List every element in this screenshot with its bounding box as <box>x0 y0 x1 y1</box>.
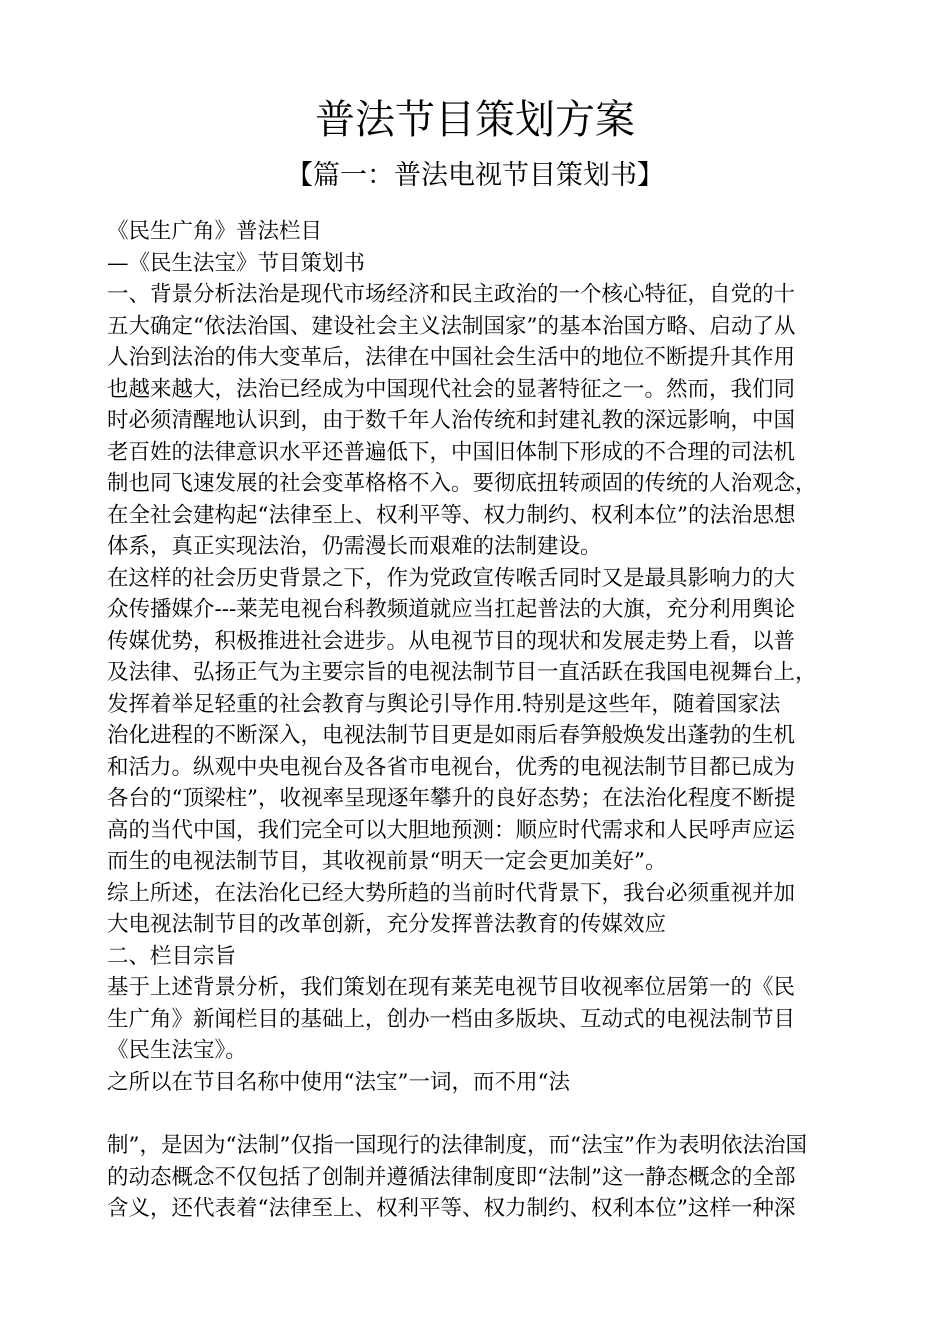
body-text <box>107 216 867 1225</box>
page-title: 普法节目策划方案 <box>315 97 635 143</box>
text-line: 传媒优势，积极推进社会进步。从电视节目的现状和发展走势上看，以普 <box>107 628 796 654</box>
text-line: 之所以在节目名称中使用“法宝”一词，而不用“法 <box>107 1069 570 1095</box>
text-line: 在这样的社会历史背景之下，作为党政宣传喉舌同时又是最具影响力的大 <box>107 565 796 591</box>
section-heading: 【篇一：普法电视节目策划书】 <box>286 160 664 191</box>
text-line: 及法律、弘扬正气为主要宗旨的电视法制节目一直活跃在我国电视舞台上， <box>107 660 817 685</box>
text-line: 《民生法宝》。 <box>107 1038 247 1063</box>
text-line: 老百姓的法律意识水平还普遍低下，中国旧体制下形成的不合理的司法机 <box>107 439 796 465</box>
text-line: 治化进程的不断深入，电视法制节目更是如雨后春笋般焕发出蓬勃的生机 <box>107 723 796 748</box>
text-line: 综上所述，在法治化已经大势所趋的当前时代背景下，我台必须重视并加 <box>107 880 796 906</box>
text-line: 制”，是因为“法制”仅指一国现行的法律制度，而“法宝”作为表明依法治国 <box>107 1133 807 1158</box>
text-line: 众传播媒介---莱芜电视台科教频道就应当扛起普法的大旗，充分利用舆论 <box>107 597 796 622</box>
text-line: 五大确定“依法治国、建设社会主义法制国家”的基本治国方略、启动了从 <box>107 313 796 339</box>
text-line: 发挥着举足轻重的社会教育与舆论引导作用.特别是这些年，随着国家法 <box>107 691 781 717</box>
text-line: 体系，真正实现法治，仍需漫长而艰难的法制建设。 <box>107 534 602 559</box>
text-line: 也越来越大，法治已经成为中国现代社会的显著特征之一。然而，我们同 <box>107 376 796 402</box>
text-line: 时必须清醒地认识到，由于数千年人治传统和封建礼教的深远影响，中国 <box>107 408 796 433</box>
text-line: 的动态概念不仅包括了创制并遵循法律制度即“法制”这一静态概念的全部 <box>107 1164 796 1190</box>
paragraph-gap <box>107 1098 867 1130</box>
text-line: —《民生法宝》节目策划书 <box>107 250 366 276</box>
text-line: 而生的电视法制节目，其收视前景“明天一定会更加美好”。 <box>107 849 667 874</box>
text-line: 生广角》新闻栏目的基础上，创办一档由多版块、互动式的电视法制节目 <box>107 1006 796 1032</box>
text-line: 大电视法制节目的改革创新，充分发挥普法教育的传媒效应 <box>107 912 667 937</box>
text-line: 含义，还代表着“法律至上、权利平等、权力制约、权利本位”这样一种深 <box>107 1196 796 1221</box>
text-line: 在全社会建构起“法律至上、权利平等、权力制约、权利本位”的法治思想 <box>107 502 796 528</box>
text-line: 《民生广角》普法栏目 <box>107 219 323 244</box>
text-line: 制也同飞速发展的社会变革格格不入。要彻底扭转顽固的传统的人治观念， <box>107 471 817 496</box>
text-line: 高的当代中国，我们完全可以大胆地预测：顺应时代需求和人民呼声应运 <box>107 817 796 843</box>
text-line: 一、背景分析法治是现代市场经济和民主政治的一个核心特征，自党的十 <box>107 282 796 307</box>
text-line: 各台的“顶梁柱”，收视率呈现逐年攀升的良好态势；在法治化程度不断提 <box>107 786 796 811</box>
text-line: 人治到法治的伟大变革后，法律在中国社会生活中的地位不断提升其作用 <box>107 345 796 370</box>
text-line: 二、栏目宗旨 <box>107 943 237 969</box>
text-line: 和活力。纵观中央电视台及各省市电视台，优秀的电视法制节目都已成为 <box>107 754 796 780</box>
text-line: 基于上述背景分析，我们策划在现有莱芜电视节目收视率位居第一的《民 <box>107 975 796 1000</box>
